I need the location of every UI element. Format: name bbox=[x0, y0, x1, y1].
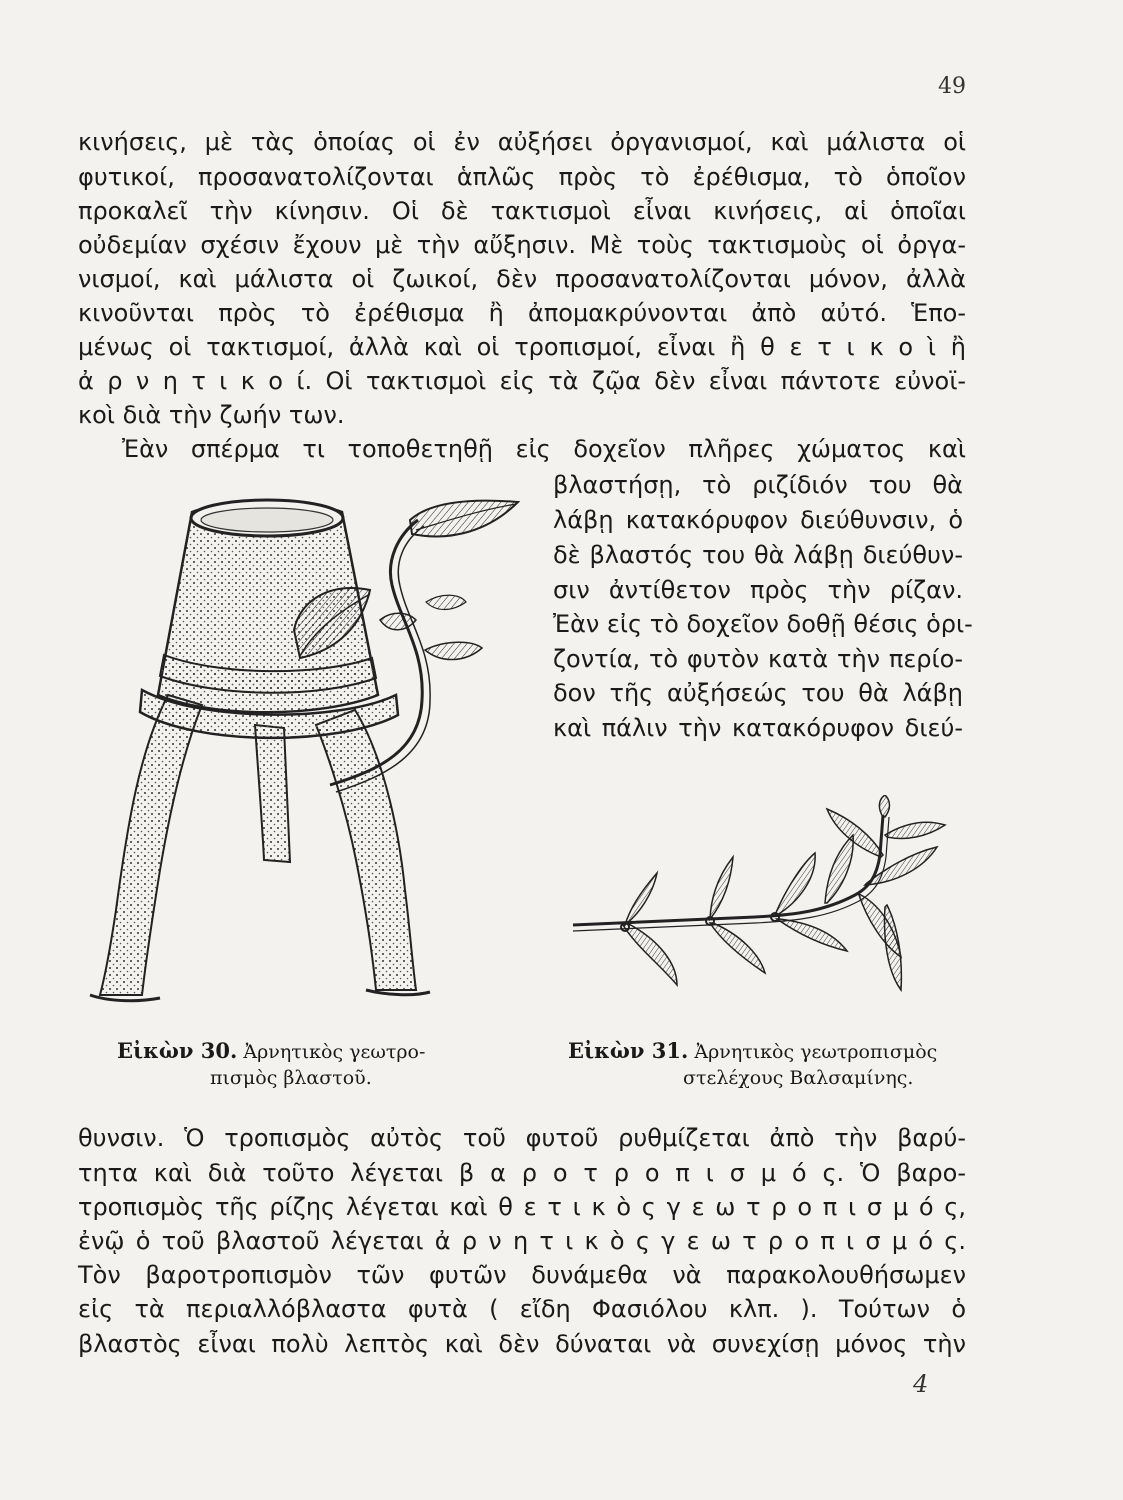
signature-mark: 4 bbox=[913, 1370, 929, 1398]
text-line: οὐδεμίαν σχέσιν ἔχουν μὲ τὴν αὔξησιν. Μὲ τοὺς τακτισμοὺς οἱ ὀργα- bbox=[78, 231, 966, 259]
text-line: κοὶ διὰ τὴν ζωήν των. bbox=[78, 401, 345, 429]
text-line: δὲ βλαστός του θὰ λάβῃ διεύθυν- bbox=[553, 541, 963, 569]
text-line: Τὸν βαροτροπισμὸν τῶν φυτῶν δυνάμεθα νὰ παρακολουθήσωμεν bbox=[78, 1261, 966, 1289]
text-line: μένως οἱ τακτισμοί, ἀλλὰ καὶ οἱ τροπισμοί, εἶναι ἢ θ ε τ ι κ ο ὶ ἢ bbox=[78, 333, 966, 361]
text-line: δον τῆς αὐξήσεώς του θὰ λάβῃ bbox=[553, 679, 963, 707]
text-line: καὶ πάλιν τὴν κατακόρυφον διεύ- bbox=[553, 714, 963, 742]
text-line: λάβῃ κατακόρυφον διεύθυνσιν, ὁ bbox=[553, 506, 963, 534]
figure-31-caption bbox=[568, 1037, 937, 1066]
text-line: τητα καὶ διὰ τοῦτο λέγεται β α ρ ο τ ρ ο π ι σ μ ό ς. Ὁ βαρο- bbox=[78, 1159, 966, 1187]
second-paragraph-first-line: Ἐὰν σπέρμα τι τοποθετηθῇ εἰς δοχεῖον πλῆρες χώματος καὶ bbox=[122, 435, 966, 463]
text-line: φυτικοί, προσανατολίζονται ἁπλῶς πρὸς τὸ ἐρέθισμα, τὸ ὁποῖον bbox=[78, 163, 966, 191]
figure-30-caption bbox=[117, 1037, 425, 1066]
figure-30-inverted-pot-illustration bbox=[80, 490, 540, 1020]
text-line: κινήσεις, μὲ τὰς ὁποίας οἱ ἐν αὐξήσει ὀργανισμοί, καὶ μάλιστα οἱ bbox=[78, 128, 966, 156]
text-line: τροπισμὸς τῆς ρίζης λέγεται καὶ θ ε τ ι κ ὸ ς γ ε ω τ ρ ο π ι σ μ ό ς, bbox=[78, 1193, 966, 1221]
text-line: θυνσιν. Ὁ τροπισμὸς αὐτὸς τοῦ φυτοῦ ρυθμίζεται ἀπὸ τὴν βαρύ- bbox=[78, 1124, 966, 1152]
text-line: βλαστήσῃ, τὸ ριζίδιόν του θὰ bbox=[553, 471, 963, 499]
text-line: νισμοί, καὶ μάλιστα οἱ ζωικοί, δὲν προσανατολίζονται μόνον, ἀλλὰ bbox=[78, 265, 966, 293]
text-line: κινοῦνται πρὸς τὸ ἐρέθισμα ἢ ἀπομακρύνονται ἀπὸ αὐτό. Ἑπο- bbox=[78, 299, 966, 327]
figure-30-caption-line2: πισμὸς βλαστοῦ. bbox=[210, 1067, 372, 1089]
text-line: εἰς τὰ περιαλλόβλαστα φυτὰ ( εἴδη Φασιόλου κλπ. ). Τούτων ὁ bbox=[78, 1295, 966, 1323]
text-line: Ἐὰν εἰς τὸ δοχεῖον δοθῇ θέσις ὁρι- bbox=[553, 610, 973, 638]
page-number: 49 bbox=[938, 74, 966, 99]
text-line: ἐνῷ ὁ τοῦ βλαστοῦ λέγεται ἀ ρ ν η τ ι κ ὸ ς γ ε ω τ ρ ο π ι σ μ ό ς. bbox=[78, 1227, 966, 1255]
text-line: βλαστὸς εἶναι πολὺ λεπτὸς καὶ δὲν δύναται νὰ συνεχίσῃ μόνος τὴν bbox=[78, 1330, 966, 1358]
text-line: σιν ἀντίθετον πρὸς τὴν ρίζαν. bbox=[553, 576, 963, 604]
figure-31-caption-line1: Ἀρνητικὸς γεωτροπισμὸς bbox=[694, 1041, 938, 1063]
figure-31-label: Εἰκὼν 31. bbox=[568, 1038, 689, 1063]
text-line: προκαλεῖ τὴν κίνησιν. Οἱ δὲ τακτισμοὶ εἶναι κινήσεις, αἱ ὁποῖαι bbox=[78, 197, 966, 225]
figure-30-label: Εἰκὼν 30. bbox=[117, 1038, 238, 1063]
text-line: ἀ ρ ν η τ ι κ ο ί. Οἱ τακτισμοὶ εἰς τὰ ζῷα δὲν εἶναι πάντοτε εὐνοϊ- bbox=[78, 367, 966, 395]
text-line: ζοντία, τὸ φυτὸν κατὰ τὴν περίο- bbox=[553, 645, 963, 673]
figure-30-caption-line1: Ἀρνητικὸς γεωτρο- bbox=[243, 1041, 426, 1063]
figure-31-balsam-stem-illustration bbox=[565, 795, 970, 1010]
figure-31-caption-line2: στελέχους Βαλσαμίνης. bbox=[683, 1067, 914, 1089]
